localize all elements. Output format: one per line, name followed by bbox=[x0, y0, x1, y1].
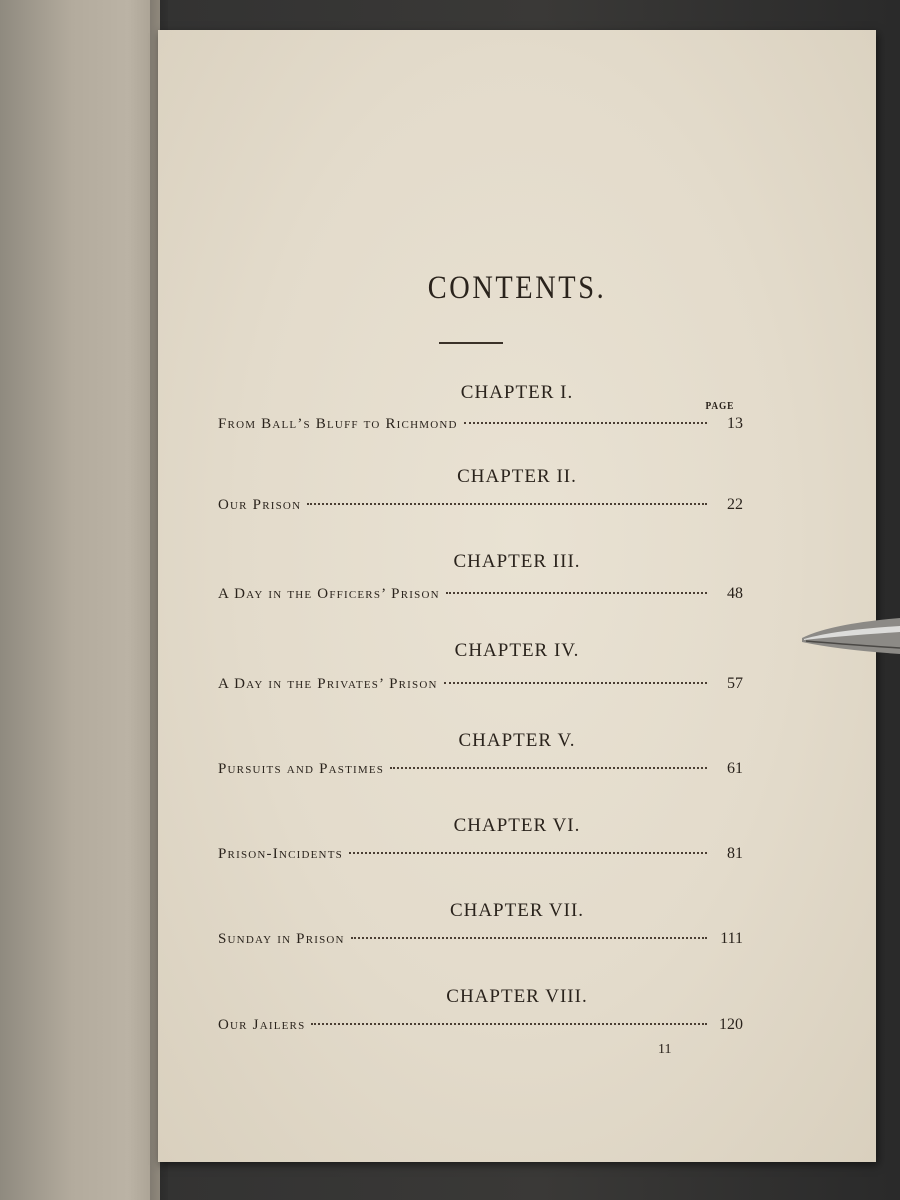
entry-title: Our Jailers bbox=[218, 1017, 306, 1033]
book-page bbox=[158, 30, 876, 1162]
dot-leader bbox=[390, 767, 707, 769]
entry-page-number: 13 bbox=[727, 415, 743, 432]
entry-title: A Day in the Officers’ Prison bbox=[218, 586, 440, 602]
chapter-heading: CHAPTER V. bbox=[458, 730, 576, 751]
dot-leader bbox=[444, 682, 707, 684]
dot-leader bbox=[349, 852, 707, 854]
page-folio-number: 11 bbox=[658, 1042, 672, 1057]
entry-page-number: 81 bbox=[727, 845, 743, 862]
chapter-heading: CHAPTER IV. bbox=[454, 640, 580, 661]
toc-entry bbox=[218, 930, 743, 952]
dot-leader bbox=[446, 592, 707, 594]
entry-page-number: 61 bbox=[727, 760, 743, 777]
toc-entry bbox=[218, 675, 743, 697]
dot-leader bbox=[311, 1023, 707, 1025]
toc-entry bbox=[218, 496, 743, 518]
toc-entry bbox=[218, 585, 743, 607]
chapter-heading: CHAPTER VIII. bbox=[446, 986, 588, 1007]
pen-pointer bbox=[800, 610, 900, 670]
toc-entry bbox=[218, 845, 743, 867]
chapter-heading: CHAPTER III. bbox=[453, 551, 581, 572]
entry-title: Sunday in Prison bbox=[218, 931, 345, 947]
entry-title: Pursuits and Pastimes bbox=[218, 761, 385, 777]
entry-page-number: 120 bbox=[719, 1016, 743, 1033]
entry-title: Prison-Incidents bbox=[218, 846, 343, 862]
toc-entry bbox=[218, 415, 743, 437]
toc-entry bbox=[218, 760, 743, 782]
left-page bbox=[0, 0, 160, 1200]
dot-leader bbox=[307, 503, 707, 505]
contents-heading: CONTENTS. bbox=[427, 270, 607, 306]
toc-entry bbox=[218, 1016, 743, 1038]
heading-rule bbox=[439, 342, 503, 344]
entry-page-number: 111 bbox=[720, 930, 743, 947]
entry-title: A Day in the Privates’ Prison bbox=[218, 676, 438, 692]
dot-leader bbox=[351, 937, 707, 939]
chapter-heading: CHAPTER VII. bbox=[449, 900, 585, 921]
entry-page-number: 48 bbox=[727, 585, 743, 602]
entry-title: Our Prison bbox=[218, 497, 302, 513]
entry-page-number: 57 bbox=[727, 675, 743, 692]
page-column-label: PAGE bbox=[705, 400, 735, 412]
dot-leader bbox=[464, 422, 707, 424]
chapter-heading: CHAPTER II. bbox=[457, 466, 577, 487]
entry-page-number: 22 bbox=[727, 496, 743, 513]
chapter-heading: CHAPTER I. bbox=[460, 382, 574, 403]
entry-title: From Ball’s Bluff to Richmond bbox=[218, 416, 458, 432]
chapter-heading: CHAPTER VI. bbox=[453, 815, 581, 836]
